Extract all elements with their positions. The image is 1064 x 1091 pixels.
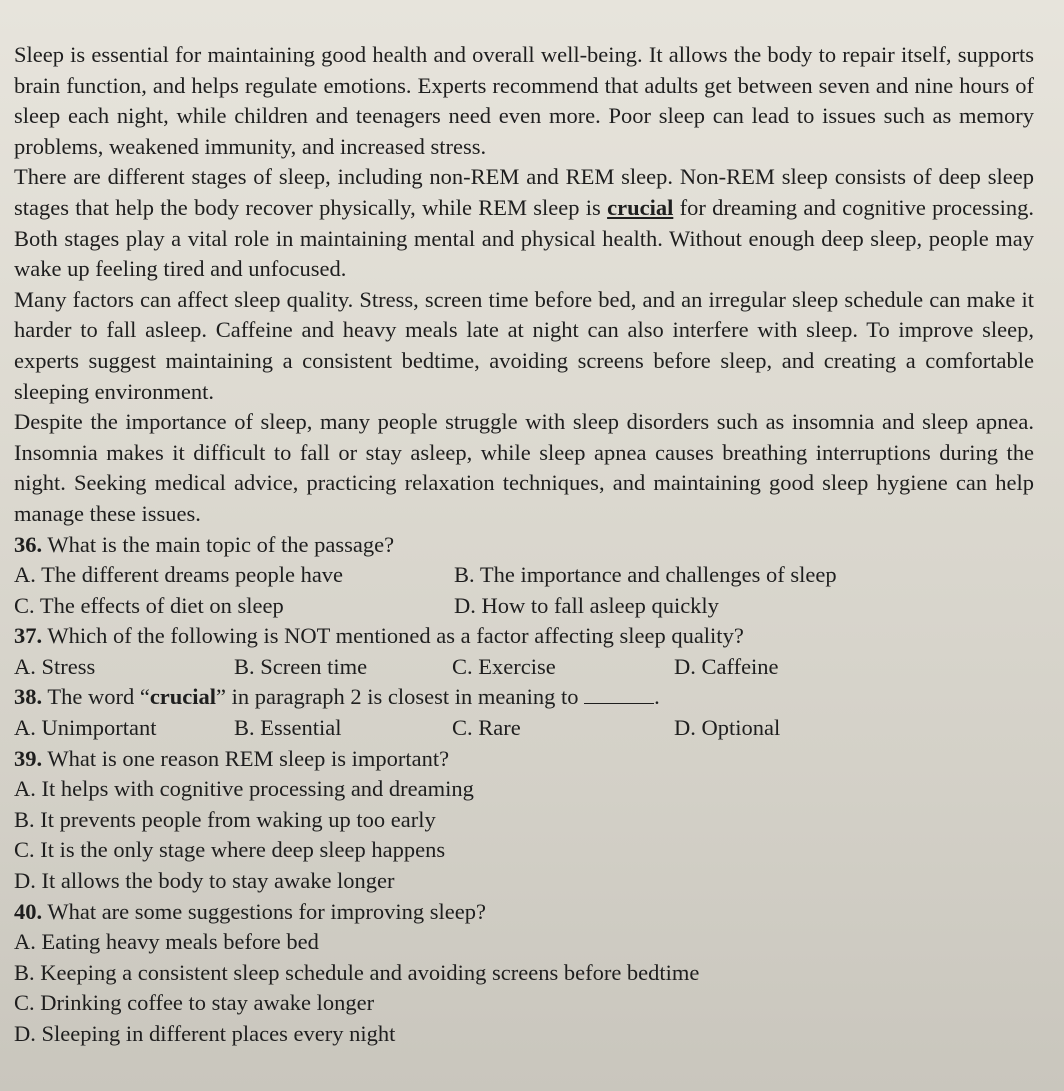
paragraph-3: Many factors can affect sleep quality. Stress, screen time before bed, and an irregular sleep schedule can make it harder to fall asleep. Caffeine and heavy meals late at night can also interfere with sleep. To improve sleep, experts suggest maintaining a consistent bedtime, avoiding screens before sleep, and creating a comfortable sleeping environment. bbox=[14, 286, 1034, 404]
option-c[interactable]: C. Rare bbox=[452, 715, 521, 741]
question-end: . bbox=[654, 684, 660, 710]
question-37-options bbox=[14, 652, 1034, 683]
question-36-stem bbox=[14, 530, 1034, 561]
question-37-stem bbox=[14, 621, 1034, 652]
option-a[interactable]: A. Unimportant bbox=[14, 715, 157, 741]
question-text-b: ” in paragraph 2 is closest in meaning to bbox=[216, 684, 585, 710]
option-d[interactable]: D. Optional bbox=[674, 715, 781, 741]
paragraph-2 bbox=[14, 162, 1034, 284]
paragraph-2-text-a: There are different stages of sleep, including non-REM and REM sleep. Non-REM sleep consists of deep sleep stages that help the body recover physically, while REM sleep is bbox=[14, 164, 1034, 220]
worksheet-page bbox=[14, 40, 1034, 1050]
question-text: Which of the following is NOT mentioned as a factor affecting sleep quality? bbox=[42, 623, 744, 649]
option-c[interactable]: C. Exercise bbox=[452, 653, 556, 679]
option-a[interactable]: A. Eating heavy meals before bed bbox=[14, 929, 319, 955]
option-b[interactable]: B. Screen time bbox=[234, 653, 368, 679]
question-number: 36. bbox=[14, 531, 43, 557]
paragraph-2-text-b: for dreaming and cognitive processing. Both stages play a vital role in maintaining mental and physical health. Without enough deep sleep, people may wake up feeling tired and unfocused. bbox=[14, 194, 1034, 282]
paragraph-1: Sleep is essential for maintaining good health and overall well-being. It allows the body to repair itself, supports brain function, and helps regulate emotions. Experts recommend that adults get between seven and nine hours of sleep each night, while children and teenagers need even more. Poor sleep can lead to issues such as memory problems, weakened immunity, and increased stress. bbox=[14, 42, 1034, 159]
question-36 bbox=[14, 530, 1034, 622]
option-b[interactable]: B. It prevents people from waking up too early bbox=[14, 806, 436, 832]
option-c[interactable]: C. It is the only stage where deep sleep happens bbox=[14, 837, 446, 863]
question-40 bbox=[14, 897, 1034, 1050]
question-text-a: The word “ bbox=[42, 684, 150, 710]
question-number: 40. bbox=[14, 898, 43, 924]
option-c[interactable]: C. The effects of diet on sleep bbox=[14, 592, 284, 618]
option-d[interactable]: D. Caffeine bbox=[674, 653, 779, 679]
question-number: 38. bbox=[14, 684, 43, 710]
question-text: What are some suggestions for improving sleep? bbox=[42, 898, 486, 924]
option-a[interactable]: A. Stress bbox=[14, 653, 96, 679]
option-d[interactable]: D. How to fall asleep quickly bbox=[454, 592, 719, 618]
question-40-stem bbox=[14, 897, 1034, 928]
question-38 bbox=[14, 682, 1034, 743]
question-38-stem bbox=[14, 682, 1034, 713]
question-text: What is the main topic of the passage? bbox=[42, 531, 395, 557]
question-number: 39. bbox=[14, 745, 43, 771]
question-keyword: crucial bbox=[149, 684, 217, 710]
option-b[interactable]: B. The importance and challenges of sleep bbox=[454, 562, 837, 588]
option-a[interactable]: A. The different dreams people have bbox=[14, 562, 344, 588]
option-d[interactable]: D. It allows the body to stay awake longer bbox=[14, 868, 395, 894]
option-c[interactable]: C. Drinking coffee to stay awake longer bbox=[14, 990, 375, 1016]
question-39-stem bbox=[14, 744, 1034, 775]
question-36-options bbox=[14, 560, 1034, 621]
question-38-options bbox=[14, 713, 1034, 744]
option-b[interactable]: B. Essential bbox=[234, 715, 342, 741]
option-a[interactable]: A. It helps with cognitive processing and dreaming bbox=[14, 776, 474, 802]
keyword-crucial: crucial bbox=[607, 194, 674, 220]
paragraph-4: Despite the importance of sleep, many people struggle with sleep disorders such as insomnia and sleep apnea. Insomnia makes it difficult to fall or stay asleep, while sleep apnea causes breathing interruptions during the night. Seeking medical advice, practicing relaxation techniques, and maintaining good sleep hygiene can help manage these issues. bbox=[14, 409, 1034, 526]
option-b[interactable]: B. Keeping a consistent sleep schedule and avoiding screens before bedtime bbox=[14, 959, 700, 985]
option-d[interactable]: D. Sleeping in different places every night bbox=[14, 1021, 396, 1046]
question-text: What is one reason REM sleep is important? bbox=[42, 745, 450, 771]
question-39 bbox=[14, 744, 1034, 897]
answer-blank[interactable] bbox=[584, 685, 654, 704]
question-number: 37. bbox=[14, 623, 43, 649]
question-37 bbox=[14, 621, 1034, 682]
